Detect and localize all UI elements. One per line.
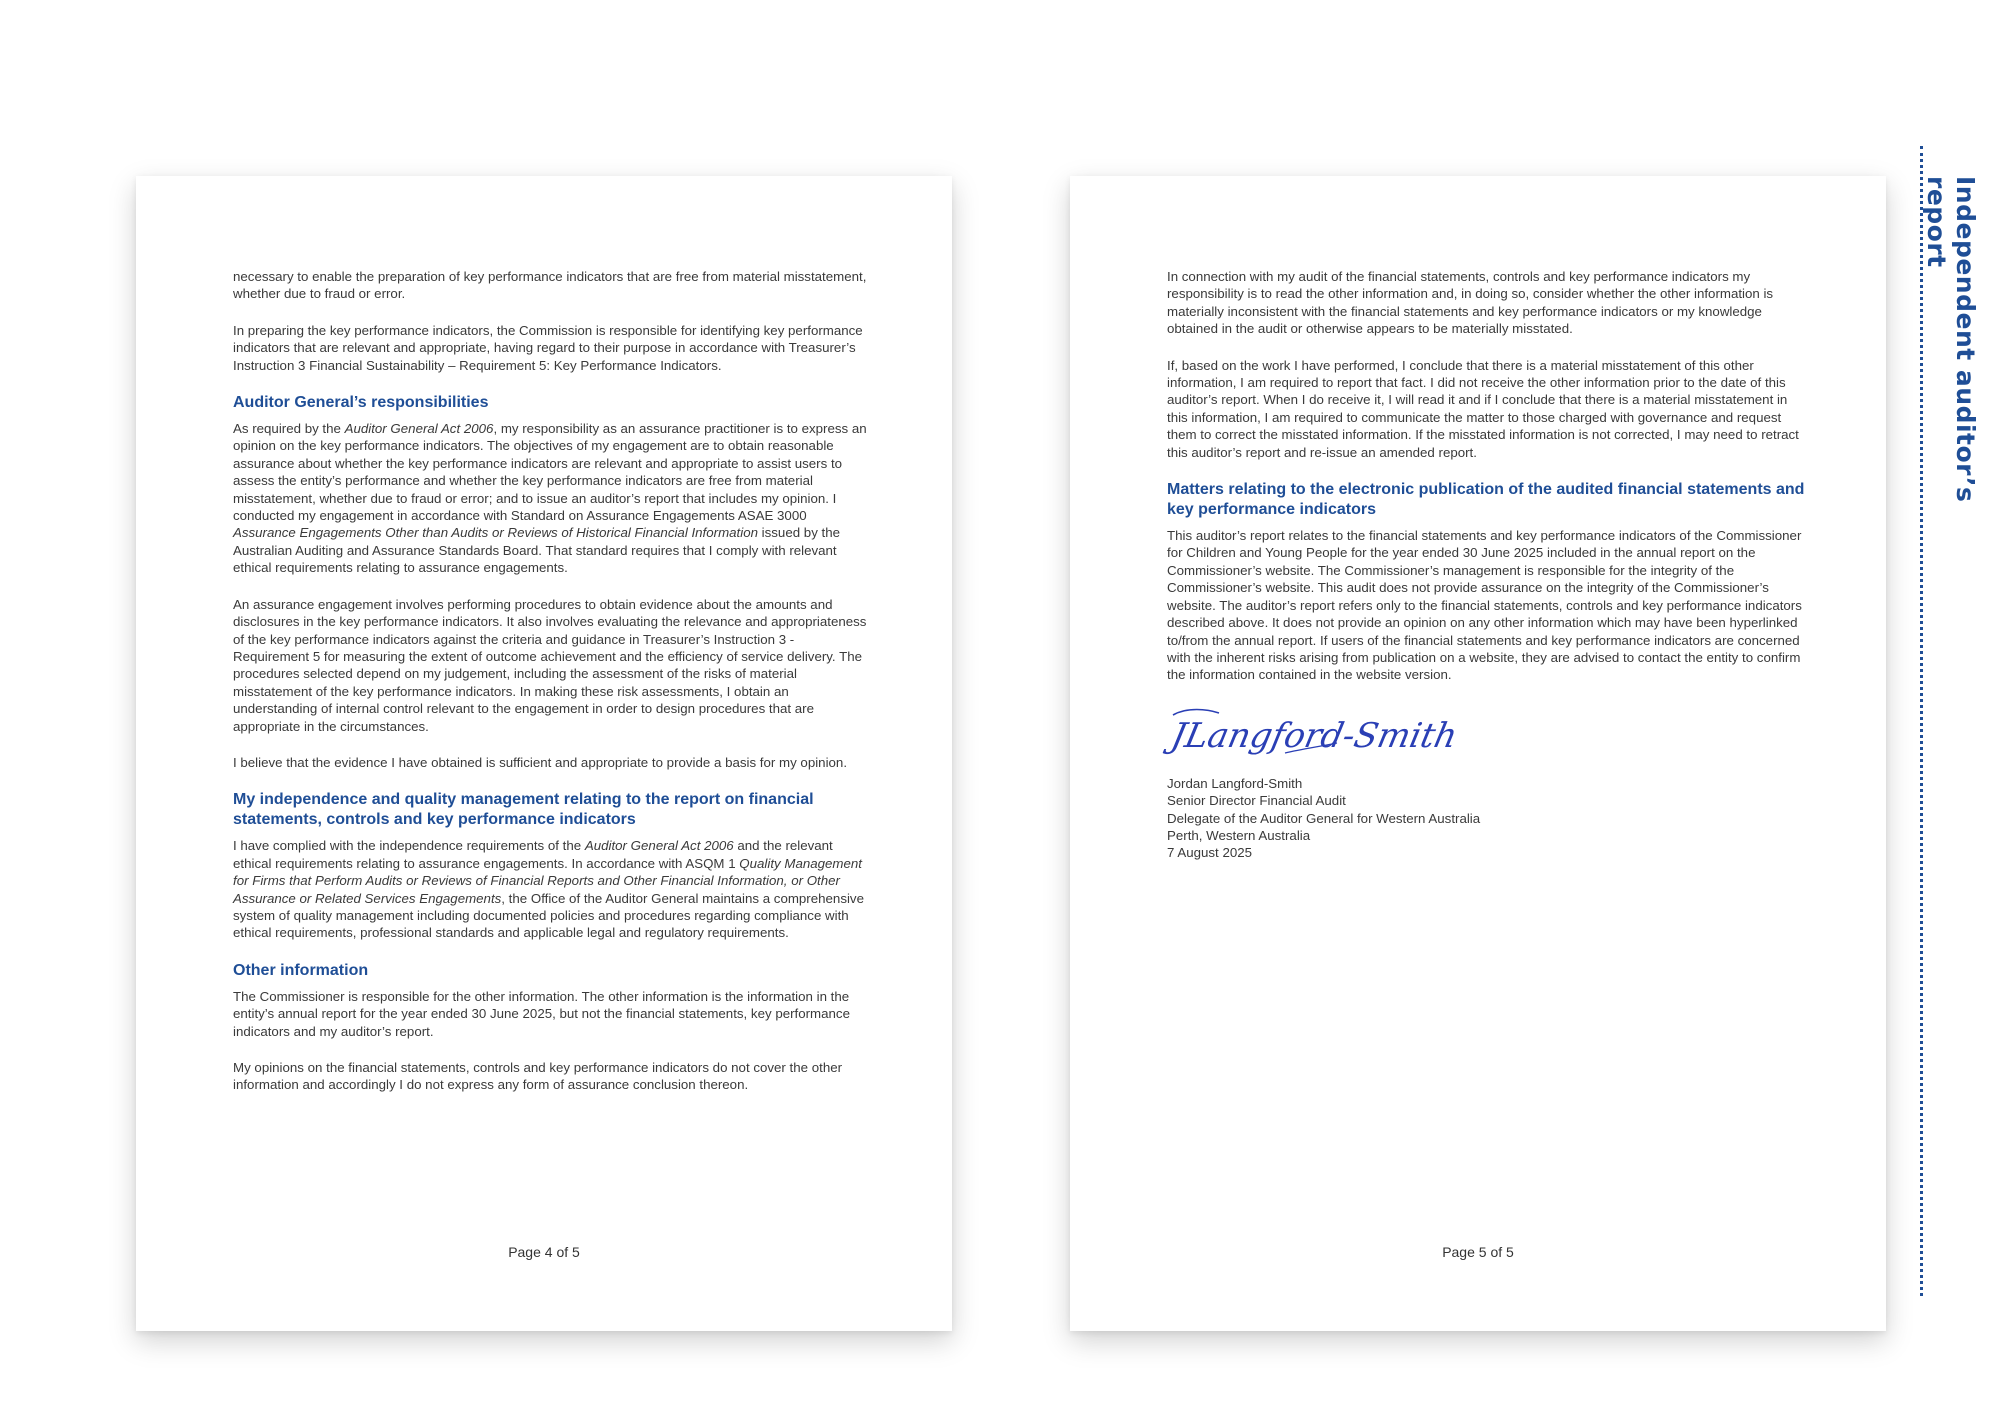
heading-auditor-general-responsibilities: Auditor General’s responsibilities [233,394,489,412]
signatory-location: Perth, Western Australia [1167,827,1311,843]
page-number: Page 4 of 5 [508,1244,580,1260]
paragraph: In preparing the key performance indicators, the Commission is responsible for identifying key performance indicators that are relevant and appropriate, having regard to their purpose in accordance with Treasurer’s Instruction 3 Financial Sustainability – Requirement 5: Key Performance Indicators. [233,322,863,373]
paragraph: As required by the Auditor General Act 2006, my responsibility as an assurance practitioner is to express an opinion on the key performance indicators. The objectives of my engagement are to obtain reasonable assurance about whether the key performance indicators are relevant and appropriate to assist users to assess the entity’s performance and whether the key performance indicators are free from material misstatement, whether due to fraud or error; and to issue an auditor’s report that includes my opinion. I conducted my engagement in accordance with Standard on Assurance Engagements ASAE 3000 Assurance Engagements Other than Audits or Reviews of Historical Financial Information issued by the Australian Auditing and Assurance Standards Board. That standard requires that I comply with relevant ethical requirements relating to assurance engagements. [233,421,867,576]
paragraph: In connection with my audit of the financial statements, controls and key performance indicators my responsibility is to read the other information and, in doing so, consider whether the other information is materially inconsistent with the financial statements and key performance indicators or my knowledge obtained in the audit or otherwise appears to be materially misstated. [1167,269,1774,337]
heading-other-information: Other information [233,961,369,979]
paragraph: The Commissioner is responsible for the other information. The other information is the information in the entity’s annual report for the year ended 30 June 2025, but not the financial statements, key performance indicators and my auditor’s report. [233,988,850,1039]
paragraph: I believe that the evidence I have obtained is sufficient and appropriate to provide a basis for my opinion. [233,754,848,770]
signatory-role: Delegate of the Auditor General for Western Australia [1167,810,1481,826]
page-4-content [233,268,873,1113]
signatory-block [1167,775,1807,862]
page-number: Page 5 of 5 [1442,1244,1514,1260]
page-5-content [1167,268,1807,862]
paragraph: I have complied with the independence requirements of the Auditor General Act 2006 and the relevant ethical requirements relating to assurance engagements. In accordance with ASQM 1 Quality Management for Firms that Perform Audits or Reviews of Financial Reports and Other Financial Information, or Other Assurance or Related Services Engagements, the Office of the Auditor General maintains a comprehensive system of quality management including documented policies and procedures regarding compliance with ethical requirements, professional standards and applicable legal and regulatory requirements. [233,838,864,941]
paragraph: If, based on the work I have performed, I conclude that there is a material misstatement of this other information, I am required to report that fact. I did not receive the other information prior to the date of this auditor’s report. When I do receive it, I will read it and if I conclude that there is a material misstatement in this information, I am required to communicate the matter to those charged with governance and request them to correct the misstated information. If the misstated information is not corrected, I may need to retract this auditor’s report and re-issue an amended report. [1167,357,1799,460]
signatory-title: Senior Director Financial Audit [1167,793,1346,809]
signature-image [1167,703,1461,763]
heading-electronic-publication: Matters relating to the electronic publication of the audited financial statements and key performance indicators [1167,481,1805,519]
heading-independence-quality-management: My independence and quality management relating to the report on financial statements, controls and key performance indicators [233,791,814,829]
svg-text:JLangford-Smith: JLangford-Smith [1167,716,1461,756]
paragraph: An assurance engagement involves performing procedures to obtain evidence about the amounts and disclosures in the key performance indicators. It also involves evaluating the relevance and appropriateness of the key performance indicators against the criteria and guidance in Treasurer’s Instruction 3 - Requirement 5 for measuring the extent of outcome achievement and the efficiency of service delivery. The procedures selected depend on my judgement, including the assessment of the risks of material misstatement of the key performance indicators. In making these risk assessments, I obtain an understanding of internal control relevant to the engagement in order to design procedures that are appropriate in the circumstances. [233,596,867,734]
signatory-date: 7 August 2025 [1167,845,1253,861]
paragraph: This auditor’s report relates to the financial statements and key performance indicators of the Commissioner for Children and Young People for the year ended 30 June 2025 included in the annual report on the Commissioner’s website. The Commissioner’s management is responsible for the integrity of the Commissioner’s website. This audit does not provide assurance on the integrity of the Commissioner’s website. The auditor’s report refers only to the financial statements, controls and key performance indicators described above. It does not provide an opinion on any other information which may have been hyperlinked to/from the annual report. If users of the financial statements and key performance indicators are concerned with the inherent risks arising from publication on a website, they are advised to contact the entity to confirm the information contained in the website version. [1167,528,1802,683]
signatory-name: Jordan Langford-Smith [1167,775,1303,791]
section-side-title: Independent auditor’s report [1922,176,1980,503]
side-dotted-rule [1920,146,1923,1296]
page-5 [1070,176,1886,1331]
page-4 [136,176,952,1331]
signature [1167,703,1807,763]
paragraph: necessary to enable the preparation of key performance indicators that are free from material misstatement, whether due to fraud or error. [233,269,867,302]
paragraph: My opinions on the financial statements, controls and key performance indicators do not cover the other information and accordingly I do not express any form of assurance conclusion thereon. [233,1060,843,1093]
